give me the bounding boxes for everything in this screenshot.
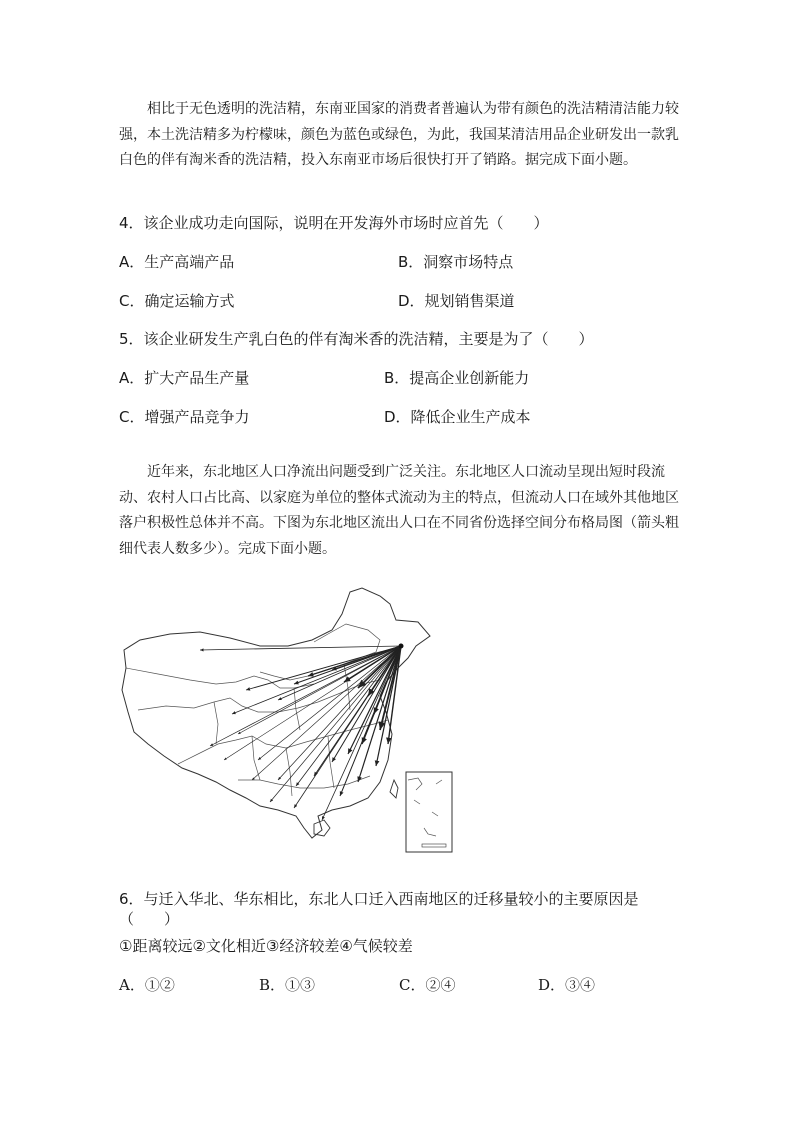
migration-arrow bbox=[294, 646, 401, 808]
question-5-option-d: D．降低企业生产成本 bbox=[384, 408, 531, 426]
origin-point bbox=[399, 644, 404, 649]
question-6-option-d: D．③④ bbox=[538, 976, 596, 994]
passage-2-text: 近年来，东北地区人口净流出问题受到广泛关注。东北地区人口流动呈现出短时段流动、农村人口占比高、以家庭为单位的整体式流动为主的特点，但流动人口在域外其他地区落户积极性总体并不高。下图为东北地区流出人口在不同省份选择空间分布格局图（箭头粗细代表人数多少）。完成下面小题。 bbox=[119, 464, 679, 557]
inset-scale-bar bbox=[422, 844, 446, 847]
migration-arrow bbox=[252, 646, 401, 780]
question-5-option-a: A．扩大产品生产量 bbox=[119, 369, 250, 387]
south-china-sea-inset bbox=[406, 772, 452, 852]
passage-2 bbox=[119, 460, 679, 562]
question-4-option-d: D．规划销售渠道 bbox=[398, 292, 515, 310]
question-6-option-b: B．①③ bbox=[259, 976, 316, 994]
question-5-option-b: B．提高企业创新能力 bbox=[384, 369, 530, 387]
migration-arrow bbox=[210, 646, 401, 746]
question-4-option-b: B．洞察市场特点 bbox=[398, 253, 514, 271]
question-6-option-c: C．②④ bbox=[399, 976, 456, 994]
question-4-stem: 4．该企业成功走向国际，说明在开发海外市场时应首先（ ） bbox=[119, 214, 549, 232]
question-6-stem-line-2: （ ） bbox=[119, 910, 180, 928]
question-5-option-c: C．增强产品竞争力 bbox=[119, 408, 250, 426]
question-4-option-c: C．确定运输方式 bbox=[119, 292, 235, 310]
passage-1-text: 相比于无色透明的洗洁精，东南亚国家的消费者普遍认为带有颜色的洗洁精清洁能力较强，本土洗洁精多为柠檬味，颜色为蓝色或绿色，为此，我国某清洁用品企业研发出一款乳白色的伴有淘米香的洗洁精，投入东南亚市场后很快打开了销路。据完成下面小题。 bbox=[119, 101, 679, 169]
province-boundary bbox=[126, 668, 314, 688]
province-boundary bbox=[178, 720, 388, 764]
migration-arrow bbox=[200, 646, 401, 650]
province-boundary bbox=[214, 664, 350, 796]
province-boundary bbox=[138, 680, 380, 712]
migration-arrow bbox=[238, 646, 401, 734]
question-4-option-a: A．生产高端产品 bbox=[119, 253, 235, 271]
question-6-stem-line-1: 6．与迁入华北、华东相比，东北人口迁入西南地区的迁移量较小的主要原因是 bbox=[119, 890, 639, 908]
hainan-island bbox=[314, 820, 330, 836]
migration-map bbox=[118, 584, 458, 856]
inset-coastline bbox=[408, 778, 442, 836]
question-6-option-a: A．①② bbox=[119, 976, 175, 994]
question-5-stem: 5．该企业研发生产乳白色的伴有淘米香的洗洁精，主要是为了（ ） bbox=[119, 330, 594, 348]
taiwan-island bbox=[390, 780, 398, 798]
province-boundary bbox=[238, 776, 370, 788]
passage-1 bbox=[119, 97, 679, 174]
question-6-statements: ①距离较远②文化相近③经济较差④气候较差 bbox=[119, 937, 413, 955]
migration-arrow bbox=[258, 646, 401, 760]
